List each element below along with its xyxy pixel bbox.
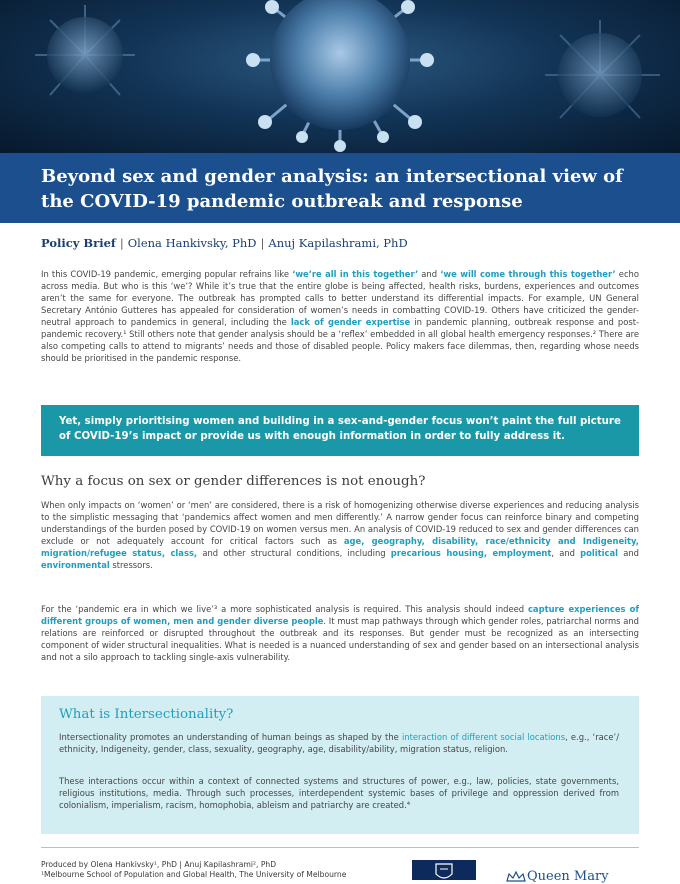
text-run: echo across media. But who is this ‘we’? While it’s true that the entire globe is being affected, health risks, burdens, experiences and outcomes aren’t the same for everyone. The outbreak has prompted calls to better understand its differential impacts. For example, UN General Secretary António Gutteres has appealed for consideration of women’s needs in combatting COVID-19. Others have criticized the gender-neutral approach to pandemics in general, including the [41, 269, 639, 327]
queen-mary-logo [505, 869, 609, 884]
hero-image-coronavirus [0, 0, 680, 153]
section-paragraph-1 [41, 499, 639, 571]
highlight-link[interactable]: environmental [41, 560, 110, 570]
byline-separator: | [260, 236, 265, 250]
virus-particle-left [35, 5, 135, 95]
university-of-melbourne-logo [412, 860, 476, 880]
footer-divider [41, 847, 639, 848]
byline-separator: | [119, 236, 124, 250]
text-run: and other structural conditions, including [197, 548, 391, 558]
text-run: When only impacts on ‘women’ or ‘men’ are considered, there is a risk of homogenizing otherwise diverse experiences and reducing analysis to the simplistic messaging that ‘pandemics affect women and men differently.’ A narrow gender focus can reinforce binary and competing understandings of the burden posed by COVID-19 on women versus men. An analysis of COVID-19 reduced to sex and gender differences can exclude or not adequately account for critical factors such as [41, 500, 639, 546]
text-run: and [618, 548, 639, 558]
highlight-link[interactable]: ‘we will come through this together’ [440, 269, 616, 279]
text-run: . It must map pathways through which gender roles, patriarchal norms and relations are reinforced or disrupted throughout the outbreak and its responses. But gender must be recognized as an intersecting component of wider structural inequalities. What is needed is a nuanced understanding of sex and gender based on an intersectional analysis and not a silo approach to tackling single-axis vulnerability. [41, 616, 639, 662]
highlight-link[interactable]: capture experiences of different groups of women, men and gender diverse people [41, 604, 639, 626]
section-paragraph-2 [41, 603, 639, 663]
author-1: Olena Hankivsky, PhD [127, 236, 257, 250]
virus-particle-main [246, 0, 434, 152]
highlight-link[interactable]: age, geography, disability, race/ethnicity and Indigeneity, migration/refugee status, class, [41, 536, 639, 558]
footer-affiliation: ¹Melbourne School of Population and Global Health, The University of Melbourne [41, 870, 347, 879]
text-run: and [418, 269, 441, 279]
box-paragraph-2: These interactions occur within a context of connected systems and structures of power, e.g., law, policies, state governments, religious institutions, media. Through such processes, interdependent systemic bases of privilege and oppression derived from colonialism, imperialism, racism, homophobia, ableism and patriarchy are created.⁴ [59, 776, 619, 810]
queen-mary-wordmark: Queen Mary [527, 869, 609, 884]
box-paragraph-1 [59, 731, 619, 755]
text-run: stressors. [109, 560, 153, 570]
highlight-link[interactable]: ‘we’re all in this together’ [292, 269, 419, 279]
footer-credit: Produced by Olena Hankivsky¹, PhD | Anuj Kapilashrami², PhD [41, 860, 277, 869]
text-run: , e.g., ‘race’/ ethnicity, Indigeneity, gender, class, sexuality, geography, age, disability/ability, migration status, religion. [59, 732, 620, 754]
highlight-link[interactable]: political [580, 548, 619, 558]
coronavirus-illustration [0, 0, 680, 153]
document-title: Beyond sex and gender analysis: an intersectional view of the COVID-19 pandemic outbreak and response [41, 166, 623, 212]
byline [41, 236, 408, 250]
intersectionality-box [41, 696, 639, 834]
crown-icon [505, 871, 527, 883]
document-type: Policy Brief [41, 236, 116, 250]
text-run: For the ‘pandemic era in which we live’³ a more sophisticated analysis is required. This analysis should indeed [41, 604, 528, 614]
virus-particle-right [545, 20, 660, 118]
intro-paragraph [41, 268, 639, 364]
callout-text: Yet, simply prioritising women and building in a sex-and-gender focus won’t paint the full picture of COVID-19’s impact or provide us with enough information in order to fully address it. [59, 416, 621, 442]
section-heading: Why a focus on sex or gender differences is not enough? [41, 474, 426, 489]
callout-box [41, 405, 639, 456]
highlight-link[interactable]: lack of gender expertise [290, 317, 411, 327]
text-run: Intersectionality promotes an understanding of human beings as shaped by the [59, 732, 402, 742]
text-run: In this COVID-19 pandemic, emerging popular refrains like [41, 269, 293, 279]
crest-icon [412, 860, 476, 880]
box-heading: What is Intersectionality? [59, 707, 234, 722]
highlight-link[interactable]: precarious housing, employment [390, 548, 552, 558]
text-run: in pandemic planning, outbreak response and post-pandemic recovery.¹ Still others note that gender analysis should be a ‘reflex’ embedded in all global health emergency responses.² There are also competing calls to attend to migrants’ needs and those of disabled people. Policy makers face dilemmas, then, regarding whose needs should be prioritised in the pandemic response. [41, 317, 640, 363]
highlight-link[interactable]: interaction of different social locations [401, 732, 566, 742]
author-2: Anuj Kapilashrami, PhD [268, 236, 408, 250]
text-run: , and [551, 548, 581, 558]
